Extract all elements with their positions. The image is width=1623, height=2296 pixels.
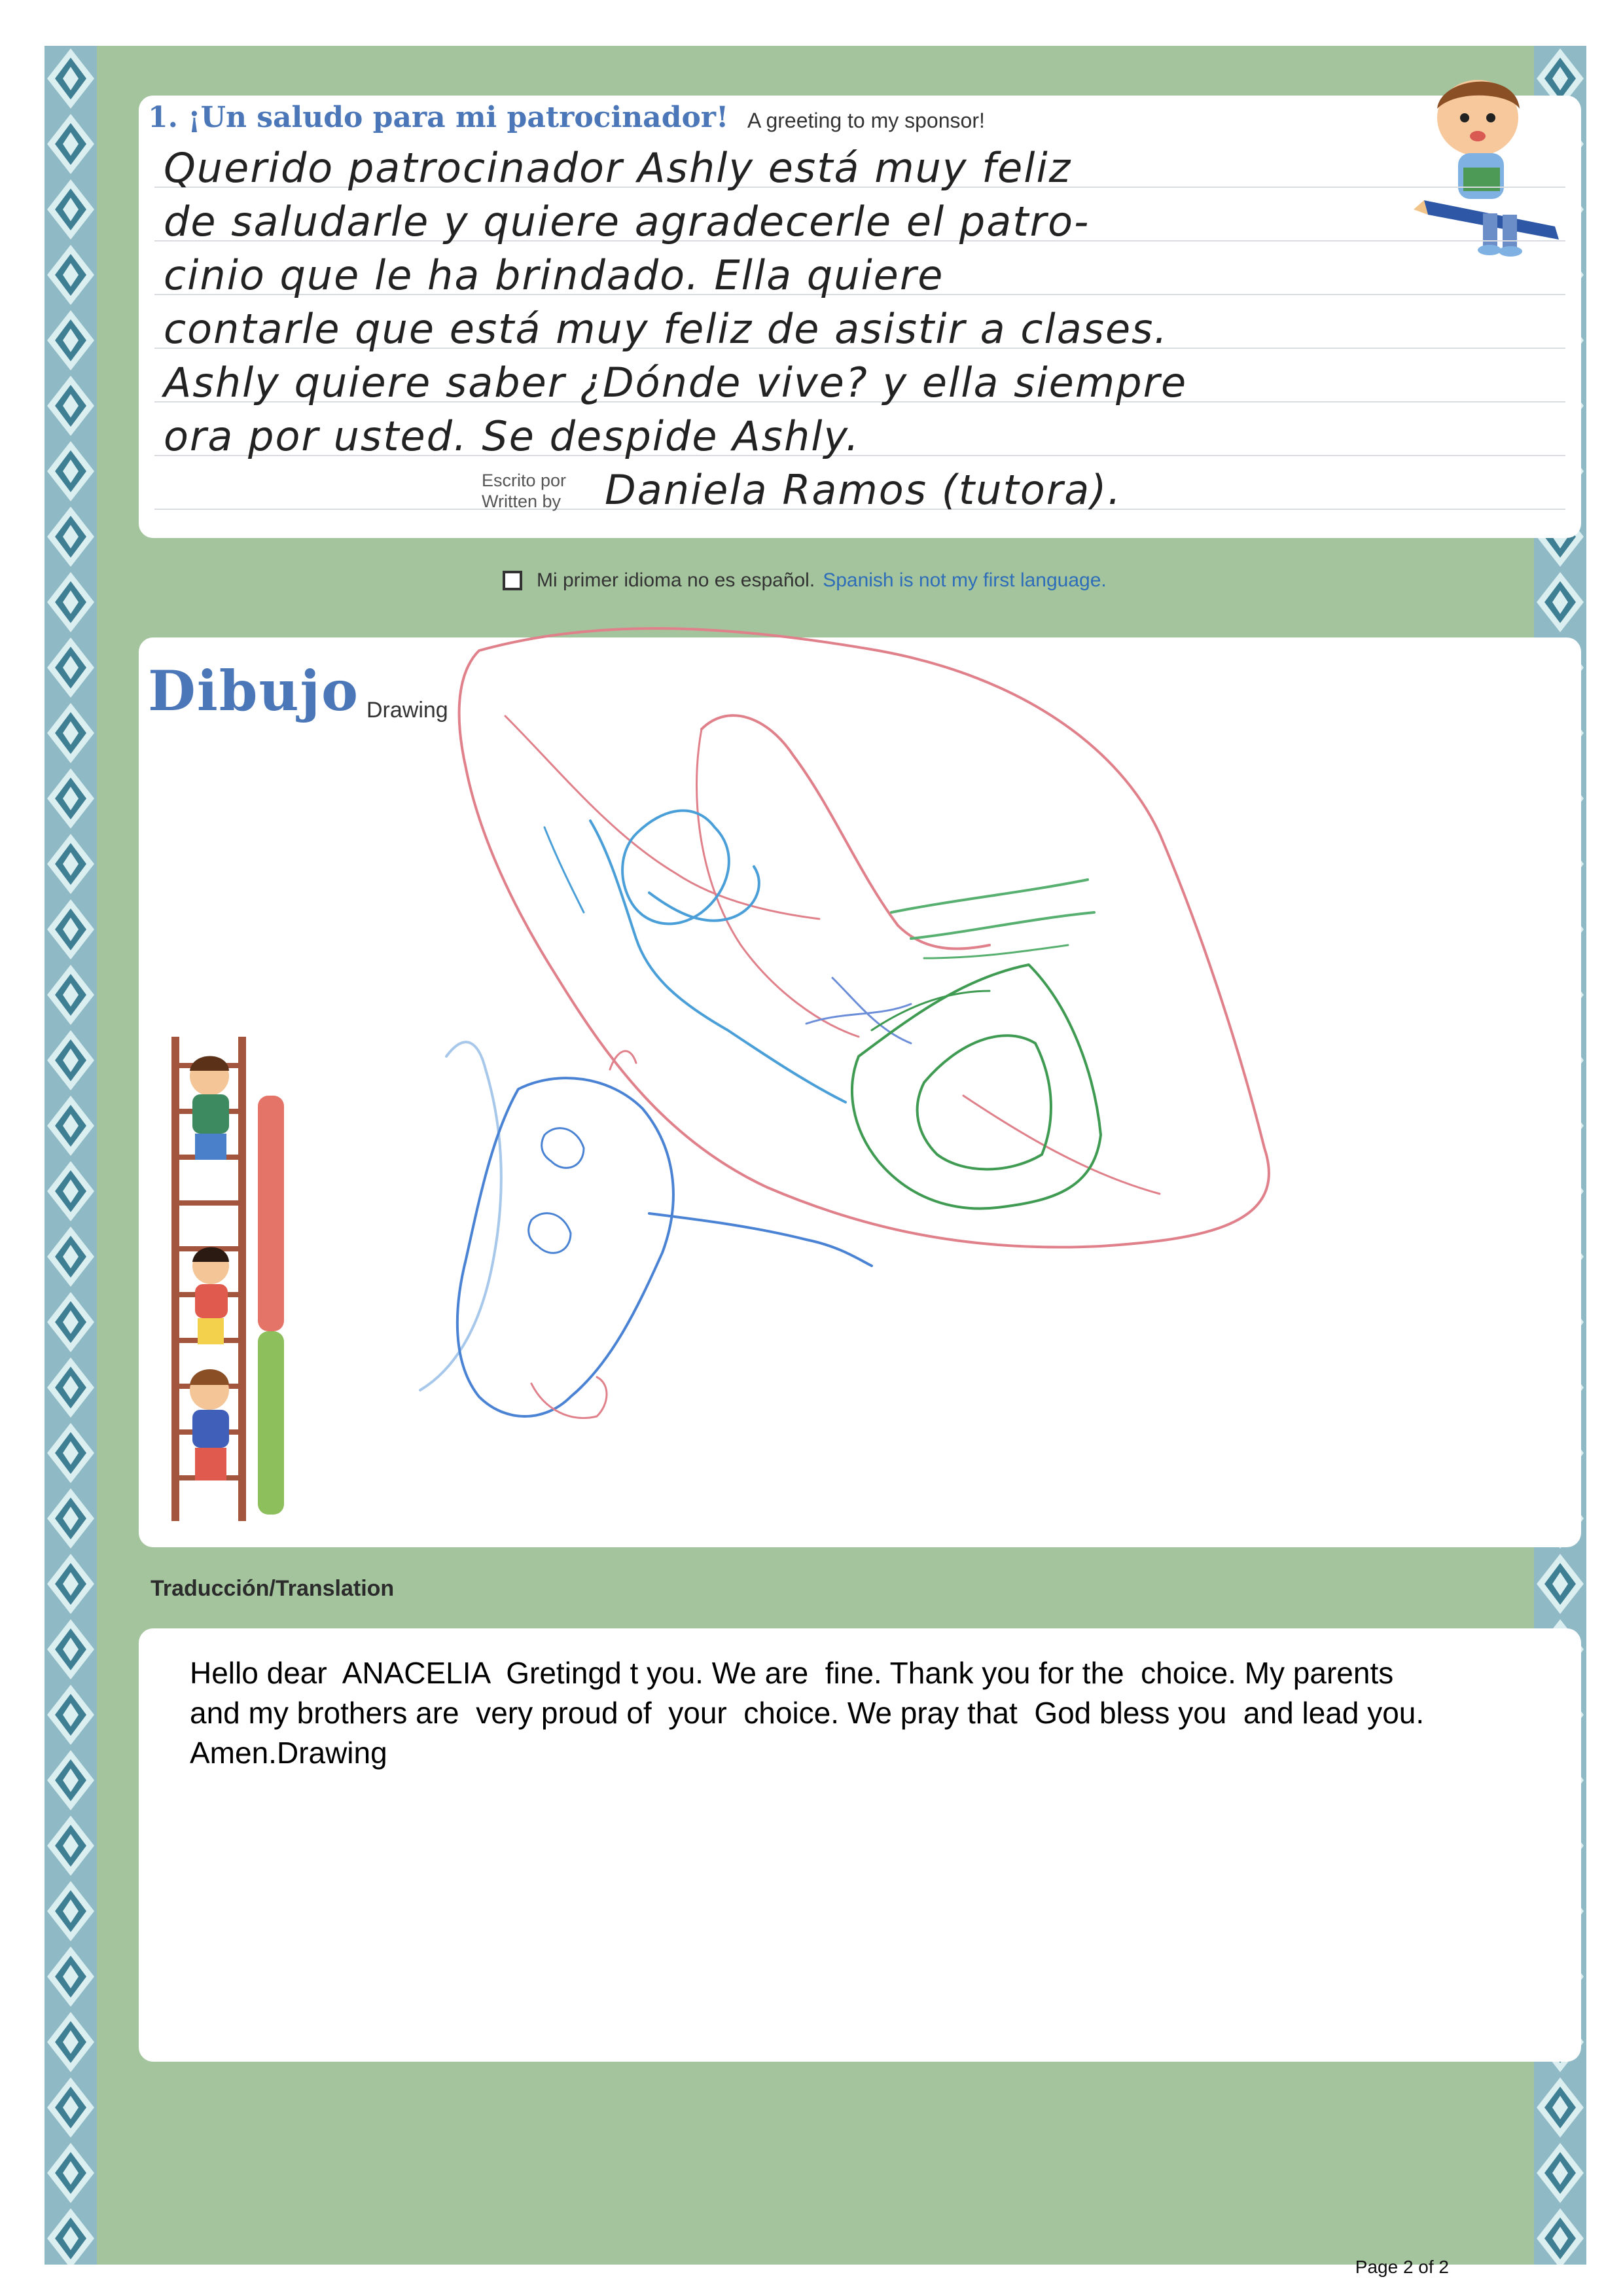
drawing-panel — [139, 637, 1581, 1547]
handwritten-line: ora por usted. Se despide Ashly. — [164, 412, 861, 460]
page-number: Page 2 of 2 — [1355, 2257, 1449, 2277]
written-by-label-es: Escrito por — [482, 471, 567, 490]
language-note — [503, 564, 1107, 597]
greeting-title-en: A greeting to my sponsor! — [747, 109, 985, 132]
handwritten-line: contarle que está muy feliz de asistir a clases. — [164, 305, 1169, 353]
written-by-label-en: Written by — [482, 492, 562, 511]
drawing-title-en: Drawing — [366, 698, 448, 723]
form-body — [97, 46, 1534, 2277]
handwritten-line: Querido patrocinador Ashly está muy feliz — [164, 144, 1072, 192]
greeting-number: 1. — [148, 101, 178, 134]
form-sheet — [45, 46, 1586, 2277]
written-by-label — [482, 470, 566, 512]
child-crayon-drawing — [139, 637, 1581, 1547]
handwriting-area — [139, 96, 1581, 538]
left-decorative-border — [45, 46, 97, 2265]
language-note-es: Mi primer idioma no es español. — [537, 569, 815, 591]
language-note-en: Spanish is not my first language. — [823, 569, 1107, 591]
drawing-title-es: Dibujo — [148, 658, 359, 723]
translation-text: Hello dear ANACELIA Gretingd t you. We are fine. Thank you for the choice. My parents and my brothers are very proud of your choice. We pray that God bless you and lead you. Amen.Drawing — [190, 1656, 1425, 1770]
greeting-title-es: ¡Un saludo para mi patrocinador! — [188, 101, 729, 134]
handwritten-line: cinio que le ha brindado. Ella quiere — [164, 251, 944, 299]
translation-heading: Traducción/Translation — [151, 1576, 395, 1601]
spanish-not-first-language-checkbox[interactable] — [503, 571, 522, 590]
written-by-value: Daniela Ramos (tutora). — [605, 466, 1122, 514]
handwritten-line: Ashly quiere saber ¿Dónde vive? y ella siempre — [164, 359, 1188, 406]
greeting-panel — [139, 96, 1581, 538]
handwritten-line: de saludarle y quiere agradecerle el patro- — [164, 198, 1090, 245]
